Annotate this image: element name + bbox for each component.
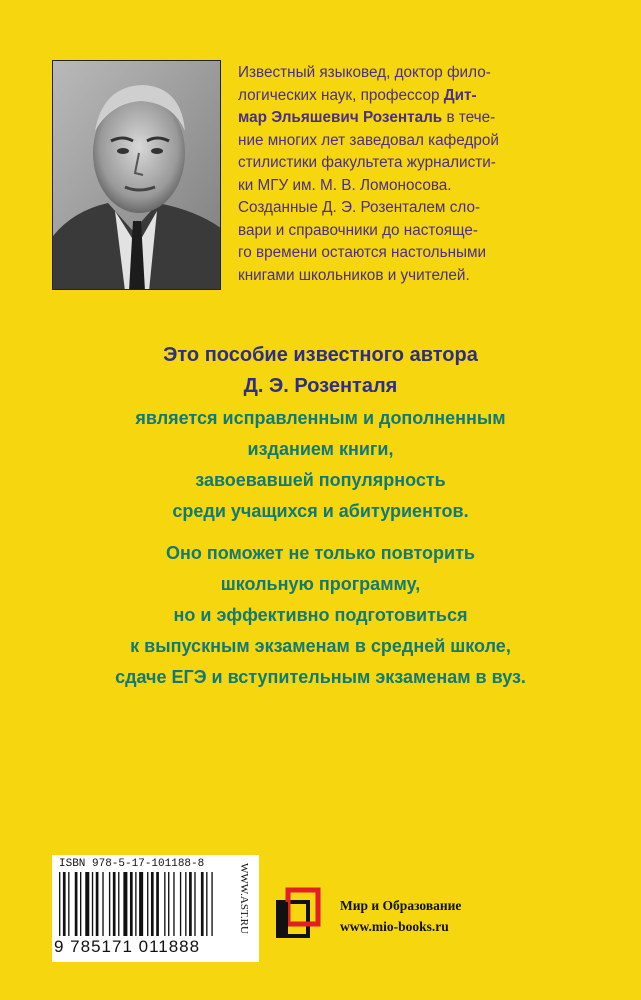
purpose-line: к выпускным экзаменам в средней школе, [130, 636, 511, 656]
purpose-line: но и эффективно подготовиться [173, 605, 468, 625]
intro-text [0, 403, 641, 527]
barcode-panel [52, 855, 259, 962]
intro-line: изданием книги, [247, 439, 394, 459]
purpose-line: сдаче ЕГЭ и вступительным экзаменам в вуз. [115, 667, 526, 687]
publisher-url: www.mio-books.ru [340, 919, 449, 934]
intro-line: является исправленным и дополненным [135, 408, 506, 428]
intro-heading-line: Это пособие известного автора [163, 344, 478, 366]
publisher-logo-icon [276, 884, 326, 944]
publisher-name: Мир и Образование [340, 898, 462, 913]
purpose-text [0, 538, 641, 693]
barcode-icon [59, 872, 231, 936]
intro-heading [0, 340, 641, 402]
site-label: WWW.AST.RU [238, 863, 250, 934]
purpose-line: Оно поможет не только повторить [166, 543, 475, 563]
author-portrait [52, 60, 221, 290]
author-photo-icon [53, 61, 221, 290]
intro-heading-line: Д. Э. Розенталя [243, 375, 398, 397]
barcode-number: 9 785171 011888 [54, 937, 201, 956]
intro-line: завоевавшей популярность [195, 470, 446, 490]
author-bio [238, 62, 576, 287]
intro-line: среди учащихся и абитуриентов. [172, 501, 469, 521]
purpose-line: школьную программу, [220, 574, 421, 594]
isbn-label: ISBN 978-5-17-101188-8 [59, 858, 205, 870]
bio-lead: Известный языковед, доктор фило- логических наук, профессор [238, 64, 491, 104]
bio-tail: в тече- ние многих лет заведовал кафедрой стилистики факультета журналисти- ки МГУ им. М. В. Ломоносова. Созданные Д. Э. Розенталем сло- вари и справочники до настояще- го времени остаются настольными книгами школьников и учителей. [238, 109, 499, 284]
bio-author-name: Дит- мар Эльяшевич Розенталь [238, 86, 477, 126]
